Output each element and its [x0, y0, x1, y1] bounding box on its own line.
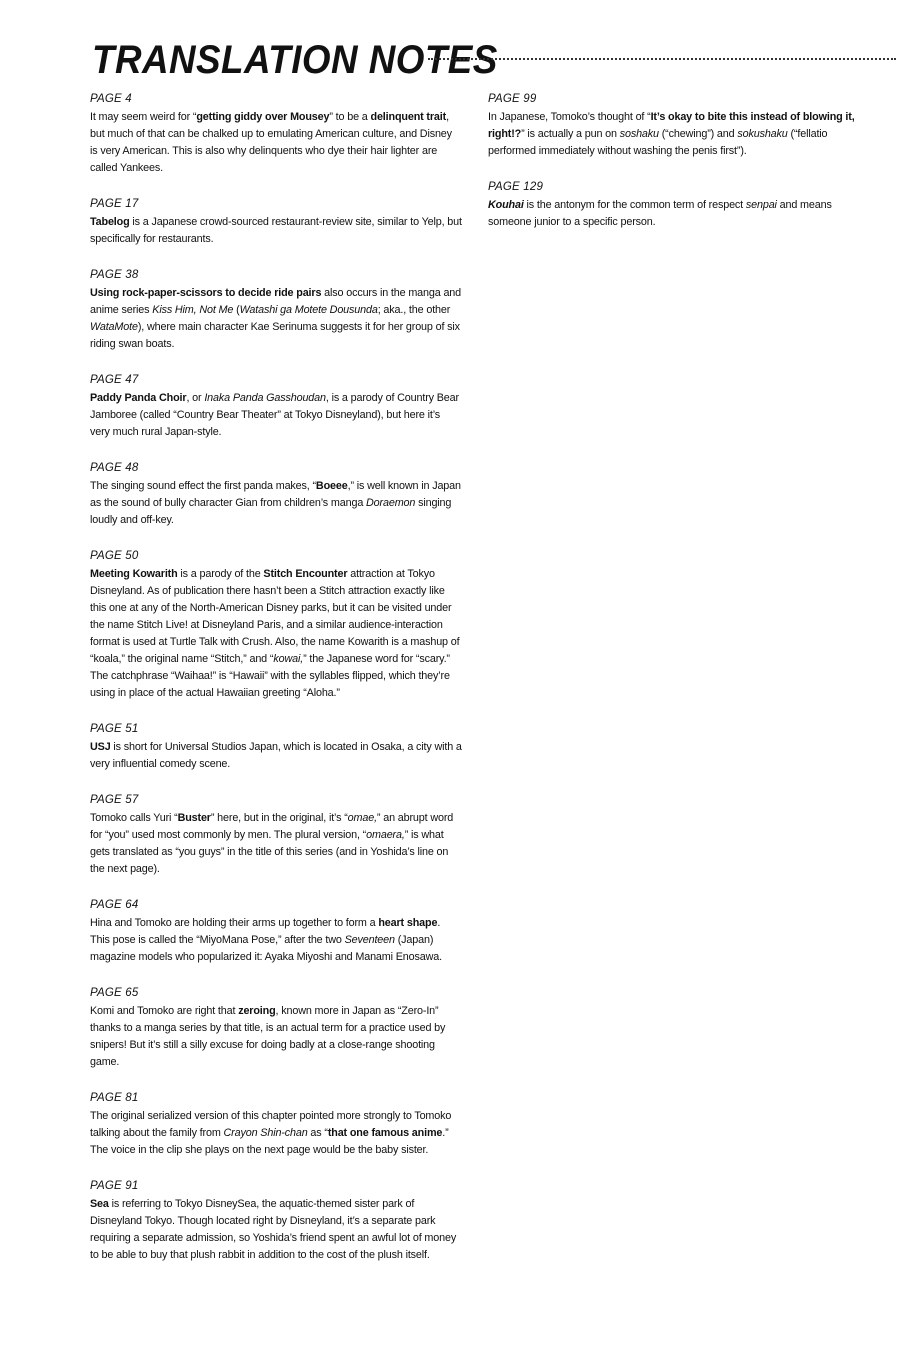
note-text-segment: Seventeen: [344, 934, 395, 946]
page-reference: PAGE 99: [488, 93, 537, 105]
translation-note: [90, 898, 462, 966]
page-title: TRANSLATION NOTES: [92, 38, 498, 82]
note-text: [90, 285, 462, 353]
note-text-segment: Tabelog: [90, 216, 130, 228]
page-reference: PAGE 81: [90, 1092, 139, 1104]
page-reference: PAGE 64: [90, 899, 139, 911]
note-text-segment: USJ: [90, 741, 111, 753]
note-text: [90, 739, 462, 773]
page-reference: PAGE 91: [90, 1180, 139, 1192]
note-text-segment: . This pose is called the “MiyoMana Pose,” after the two: [90, 917, 441, 946]
page-reference: PAGE 51: [90, 723, 139, 735]
note-text-segment: also occurs in the manga and anime series: [90, 287, 462, 316]
page-reference: PAGE 129: [488, 181, 544, 193]
note-text-segment: Meeting Kowarith: [90, 568, 178, 580]
note-text: [90, 1108, 462, 1159]
note-text-segment: , but much of that can be chalked up to emulating American culture, and Disney is very American. This is also why delinquents who dye their hair lighter are called Yankees.: [90, 111, 452, 174]
note-text-segment: Crayon Shin-chan: [223, 1127, 308, 1139]
translation-note: [90, 1091, 462, 1159]
note-text-segment: soshaku: [619, 128, 659, 140]
note-text-segment: ” to be a: [329, 111, 371, 123]
page-reference: PAGE 47: [90, 374, 139, 386]
note-text-segment: delinquent trait: [370, 111, 447, 123]
note-text-segment: sokushaku: [737, 128, 788, 140]
note-text-segment: , is a parody of Country Bear Jamboree (called “Country Bear Theater” at Tokyo Disneyland), but here it’s very much rural Japan-style.: [90, 392, 459, 438]
note-text-segment: omae,: [347, 812, 377, 824]
note-text-segment: , known more in Japan as “Zero-In” thanks to a manga series by that title, is an actual term for a practice used by snipers! But it’s still a silly excuse for doing badly at a close-range shooting game.: [90, 1005, 446, 1068]
note-text: [488, 109, 860, 160]
note-text-segment: Inaka Panda Gasshoudan: [204, 392, 326, 404]
note-text-segment: ” an abrupt word for “you” used most commonly by men. The plural version, “: [90, 812, 454, 841]
note-text-segment: attraction at Tokyo Disneyland. As of publication there hasn’t been a Stitch attraction exactly like this one at any of the North-American Disney parks, but it can be visited under the name Stitch Live! at Disneyland Paris, and a similar audience-interaction format is used at Turtle Talk with Crush. Also, the name Kowarith is a mashup of “koala,” the original name “Stitch,” and “: [90, 568, 460, 665]
note-text-segment: ” the Japanese word for “scary.” The catchphrase “Waihaa!” is “Hawaii” with the syllables flipped, which they’re using in place of the actual Hawaiian greeting “Aloha.”: [90, 653, 450, 699]
note-text-segment: Boeee: [315, 480, 348, 492]
note-text-segment: WataMote: [90, 321, 138, 333]
note-text-segment: omaera,: [366, 829, 405, 841]
note-text-segment: The singing sound effect the first panda makes, “: [90, 480, 316, 492]
note-text: [90, 566, 462, 702]
note-text-segment: ” here, but in the original, it’s “: [210, 812, 348, 824]
translation-note: [90, 92, 462, 177]
note-text-segment: heart shape: [378, 917, 438, 929]
note-text-segment: Buster: [177, 812, 211, 824]
note-text-segment: (: [233, 304, 240, 316]
note-text-segment: Kiss Him, Not Me: [152, 304, 234, 316]
note-text-segment: and means someone junior to a specific person.: [488, 199, 832, 228]
note-text-segment: (“chewing”) and: [658, 128, 738, 140]
note-text-segment: is the antonym for the common term of respect: [523, 199, 746, 211]
note-text-segment: (“fellatio performed immediately without washing the penis first”).: [488, 128, 828, 157]
note-text-segment: Kouhai: [488, 199, 524, 211]
note-text-segment: senpai: [745, 199, 777, 211]
note-text-segment: is short for Universal Studios Japan, which is located in Osaka, a city with a very influential comedy scene.: [90, 741, 462, 770]
note-text-segment: The original serialized version of this chapter pointed more strongly to Tomoko talking about the family from: [90, 1110, 452, 1139]
note-text-segment: ; aka., the other: [377, 304, 451, 316]
note-text-segment: Hina and Tomoko are holding their arms up together to form a: [90, 917, 379, 929]
note-text-segment: getting giddy over Mousey: [196, 111, 330, 123]
note-text-segment: ,” is well known in Japan as the sound of bully character Gian from children’s manga: [90, 480, 461, 509]
note-text: [90, 1196, 462, 1264]
note-text: [90, 214, 462, 248]
note-text-segment: It may seem weird for “: [90, 111, 197, 123]
note-text-segment: It’s okay to bite this instead of blowing it, right!?: [488, 111, 855, 140]
note-text-segment: Doraemon: [366, 497, 416, 509]
note-text-segment: Using rock-paper-scissors to decide ride pairs: [90, 287, 322, 299]
title-dotted-rule: [428, 58, 896, 60]
translation-note: [90, 373, 462, 441]
translation-note: [90, 549, 462, 702]
note-text-segment: Watashi ga Motete Dousunda: [239, 304, 378, 316]
right-column: [488, 92, 860, 251]
note-text: [90, 478, 462, 529]
note-text-segment: zeroing: [238, 1005, 276, 1017]
translation-note: [90, 1179, 462, 1264]
page-reference: PAGE 4: [90, 93, 132, 105]
note-text-segment: Komi and Tomoko are right that: [90, 1005, 239, 1017]
left-column: [90, 92, 462, 1284]
translation-note: [90, 461, 462, 529]
note-text-segment: ” is what gets translated as “you guys” in the title of this series (and in Yoshida’s line on the next page).: [90, 829, 449, 875]
note-text: [488, 197, 860, 231]
note-text-segment: In Japanese, Tomoko’s thought of “: [488, 111, 651, 123]
note-text-segment: ” is actually a pun on: [521, 128, 620, 140]
note-text-segment: is a Japanese crowd-sourced restaurant-review site, similar to Yelp, but specifically for restaurants.: [90, 216, 462, 245]
note-text: [90, 810, 462, 878]
page-reference: PAGE 57: [90, 794, 139, 806]
translation-note: [90, 722, 462, 773]
note-text: [90, 109, 462, 177]
page-reference: PAGE 50: [90, 550, 139, 562]
translation-note: [90, 268, 462, 353]
note-text-segment: singing loudly and off-key.: [90, 497, 452, 526]
translation-note: [90, 197, 462, 248]
note-text-segment: that one famous anime: [327, 1127, 443, 1139]
translation-note: [90, 793, 462, 878]
note-text-segment: .” The voice in the clip she plays on the next page would be the baby sister.: [90, 1127, 449, 1156]
page-reference: PAGE 38: [90, 269, 139, 281]
note-text-segment: is a parody of the: [177, 568, 264, 580]
note-text-segment: (Japan) magazine models who popularized it: Ayaka Miyoshi and Manami Enosawa.: [90, 934, 442, 963]
note-text: [90, 1003, 462, 1071]
note-text: [90, 915, 462, 966]
translation-note: [488, 180, 860, 231]
note-text-segment: Stitch Encounter: [263, 568, 348, 580]
note-text-segment: Sea: [90, 1198, 109, 1210]
note-text-segment: as “: [307, 1127, 328, 1139]
page-reference: PAGE 17: [90, 198, 139, 210]
translation-note: [90, 986, 462, 1071]
note-text-segment: kowai,: [273, 653, 304, 665]
translation-note: [488, 92, 860, 160]
note-text-segment: , or: [186, 392, 205, 404]
note-text-segment: ), where main character Kae Serinuma suggests it for her group of six riding swan boats.: [90, 321, 460, 350]
page-reference: PAGE 48: [90, 462, 139, 474]
note-text: [90, 390, 462, 441]
note-text-segment: Tomoko calls Yuri “: [90, 812, 178, 824]
note-text-segment: is referring to Tokyo DisneySea, the aquatic-themed sister park of Disneyland Tokyo. Though located right by Disneyland, it’s a separate park requiring a separate admission, so Yoshida’s friend spent an awful lot of money to be able to buy that plush rabbit in addition to the cost of the plush itself.: [90, 1198, 457, 1261]
page-reference: PAGE 65: [90, 987, 139, 999]
note-text-segment: Paddy Panda Choir: [90, 392, 187, 404]
